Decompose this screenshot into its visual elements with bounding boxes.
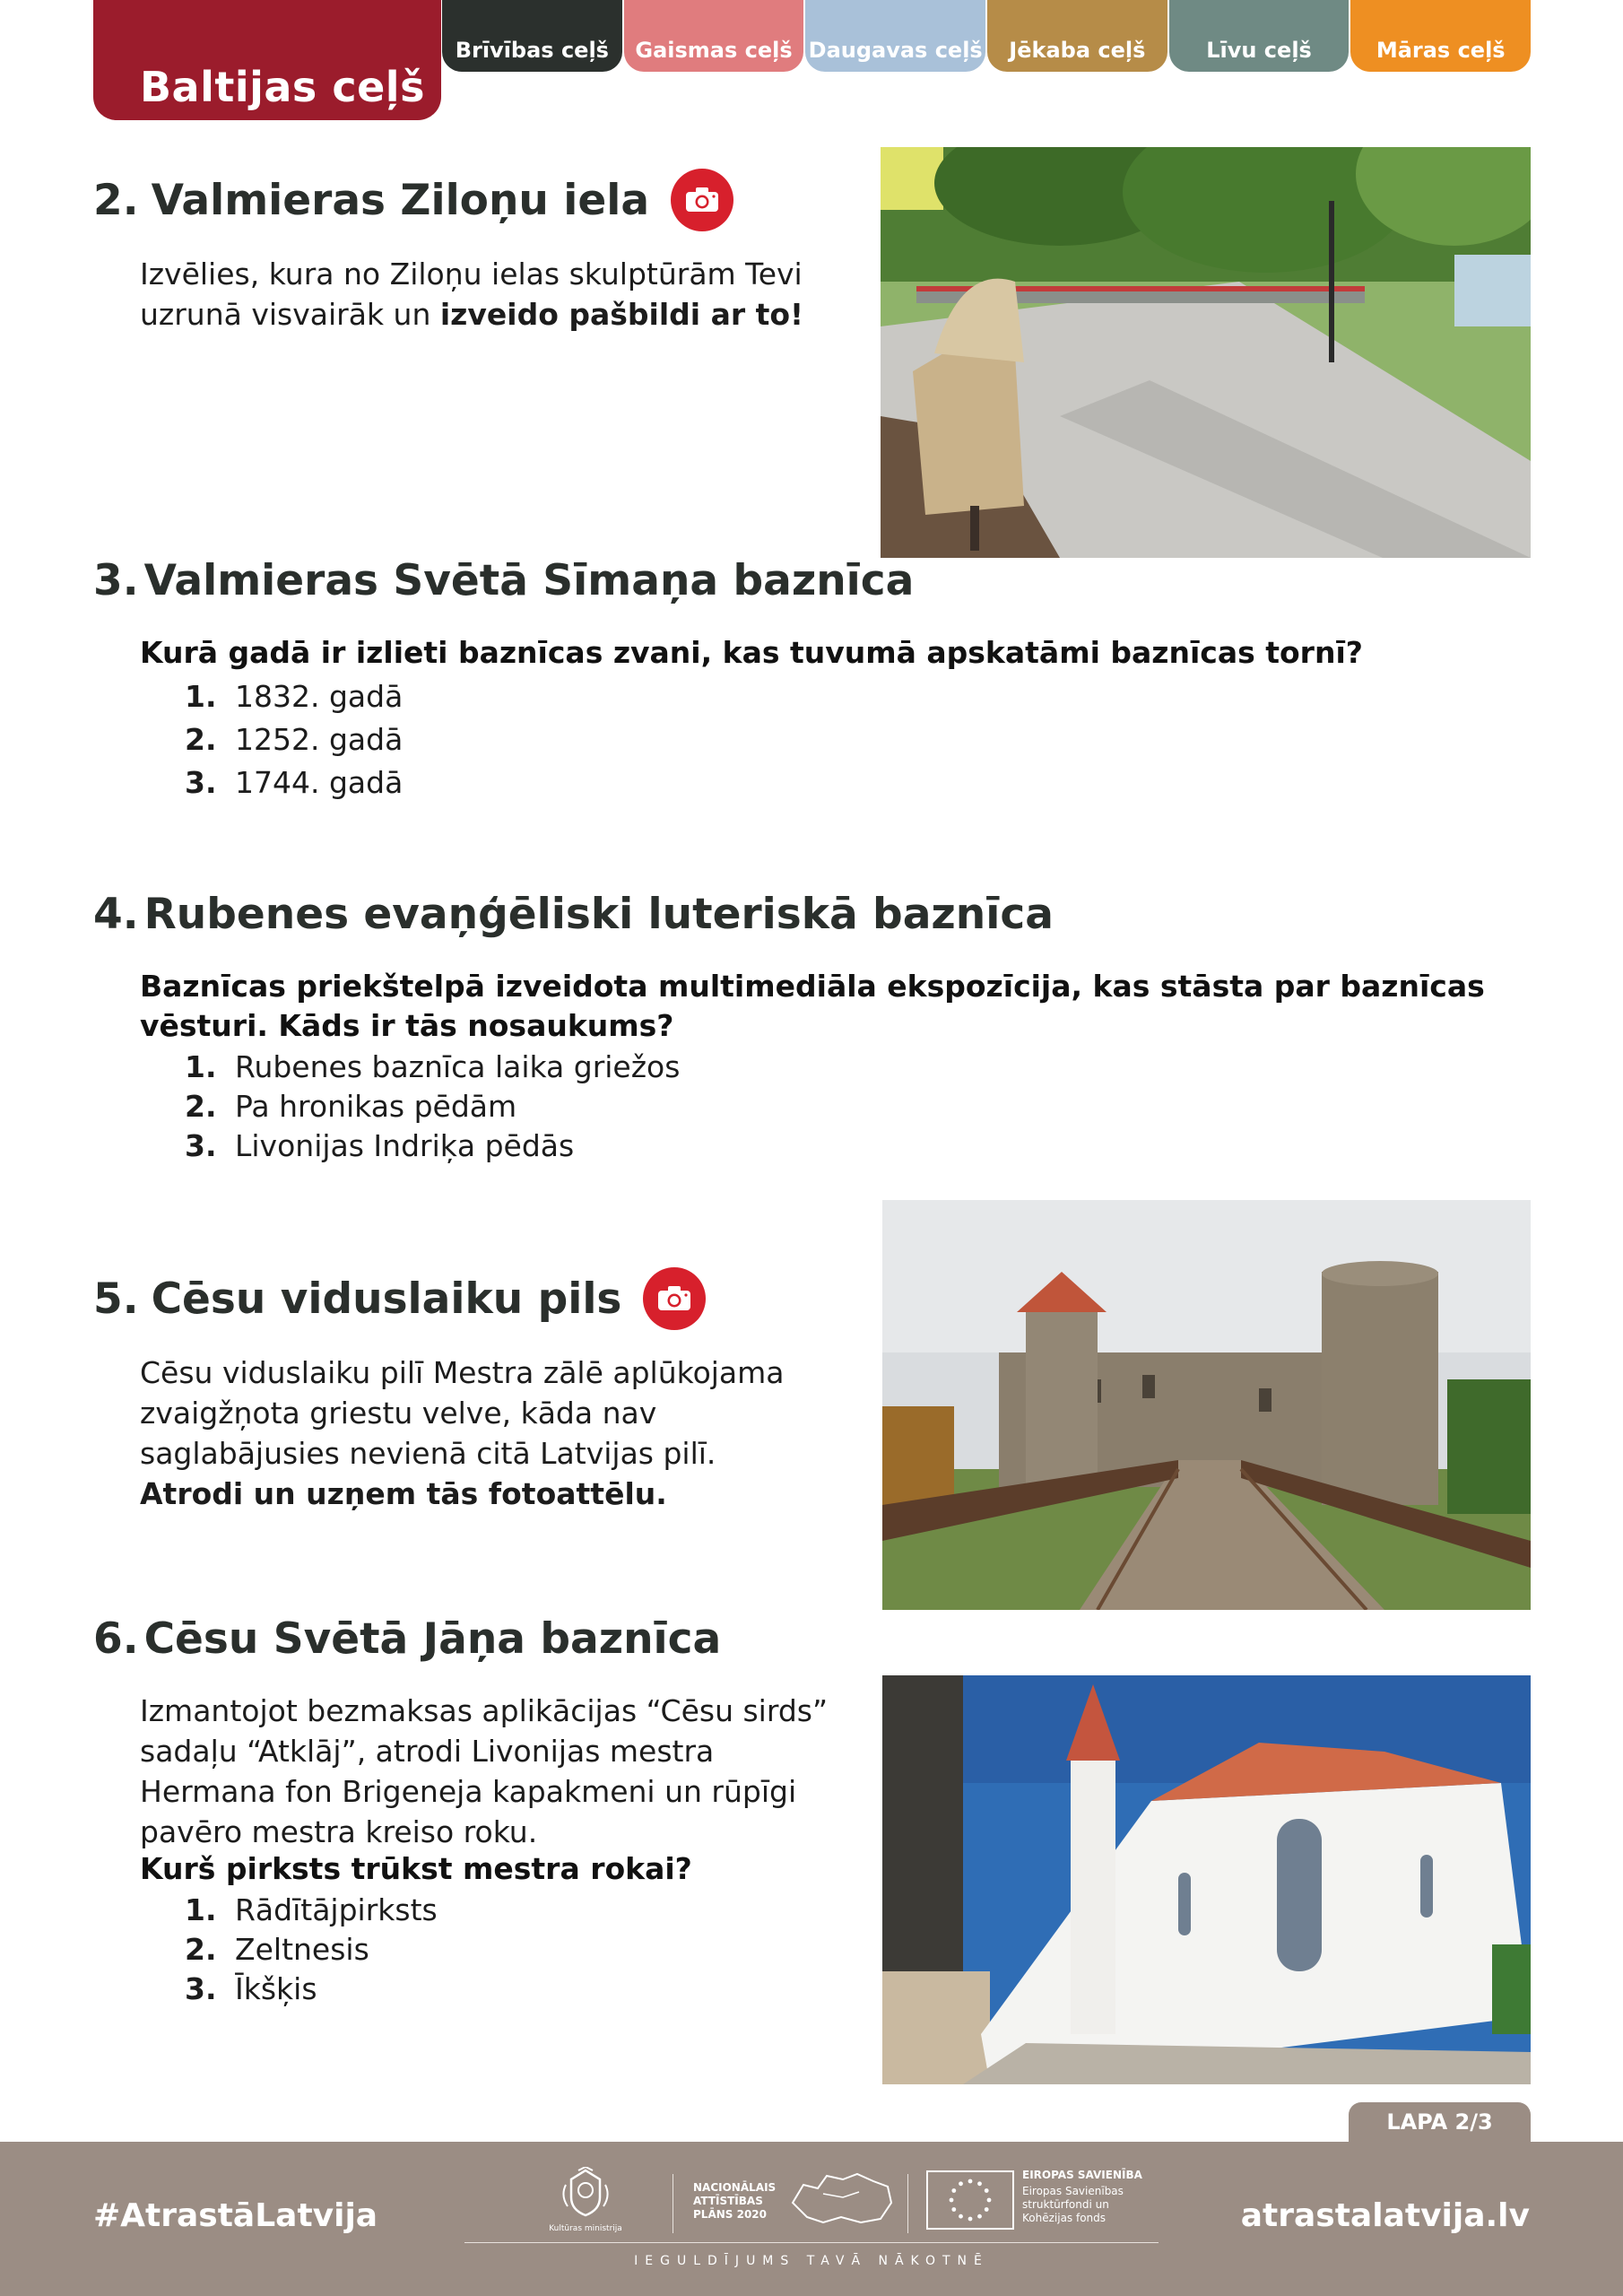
ministry-logo (536, 2167, 635, 2244)
tab-brivibas[interactable]: Brīvības ceļš (442, 0, 622, 72)
footer-logos (464, 2167, 1159, 2244)
section-5-title (93, 1267, 706, 1330)
section-4-question: Baznīcas priekštelpā izveidota multimediāla ekspozīcija, kas stāsta par baznīcas vēsturi. Kāds ir tās nosaukums? (140, 969, 1485, 1043)
tab-livu[interactable]: Līvu ceļš (1169, 0, 1350, 72)
list-item[interactable]: 2. 1252. gadā (185, 722, 404, 757)
section-3-heading: Valmieras Svētā Sīmaņa baznīca (143, 556, 915, 605)
list-item[interactable]: 2. Pa hronikas pēdām (185, 1089, 517, 1124)
ministry-caption: Kultūras ministrija (549, 2224, 622, 2233)
list-item[interactable]: 1. Rādītājpirksts (185, 1892, 438, 1927)
eu-flag-icon (926, 2170, 1014, 2230)
section-3-title (93, 556, 914, 605)
section-3-question: Kurā gadā ir izlieti baznīcas zvani, kas tuvumā apskatāmi baznīcas tornī? (140, 635, 1363, 670)
list-item[interactable]: 3. Īkšķis (185, 1971, 317, 2006)
section-3-number: 3. (93, 556, 139, 605)
list-item[interactable]: 3. Livonijas Indriķa pēdās (185, 1128, 575, 1163)
photo-cesis-castle (882, 1200, 1531, 1610)
footer (0, 2142, 1623, 2296)
tab-daugavas[interactable]: Daugavas ceļš (805, 0, 985, 72)
camera-icon (671, 169, 733, 231)
section-6-title (93, 1614, 721, 1664)
section-2-text-bold: izveido pašbildi ar to! (439, 297, 804, 332)
section-4-heading: Rubenes evaņģēliski luteriskā baznīca (143, 890, 1054, 939)
section-2-title (93, 169, 733, 231)
logo-divider (907, 2174, 908, 2233)
section-6-number: 6. (93, 1614, 139, 1664)
section-6-question: Kurš pirksts trūkst mestra rokai? (140, 1851, 692, 1886)
section-2-text-regular: Izvēlies, kura no Ziloņu ielas skulptūrām Tevi uzrunā visvairāk un (140, 257, 803, 332)
nap-logo-text: NACIONĀLAIS ATTĪSTĪBAS PLĀNS 2020 (693, 2181, 777, 2221)
section-6-options (185, 1891, 438, 2009)
section-3-options (185, 675, 403, 804)
list-item[interactable]: 1. Rubenes baznīca laika griežos (185, 1049, 681, 1084)
photo-cesis-church (882, 1675, 1531, 2084)
latvia-map-icon (787, 2167, 895, 2230)
section-2-text (140, 254, 821, 335)
section-4-title (93, 890, 1054, 939)
camera-icon (643, 1267, 706, 1330)
brand-tab: Baltijas ceļš (93, 0, 441, 120)
page-number-badge: LAPA 2/3 (1349, 2102, 1531, 2142)
section-5-number: 5. (93, 1274, 139, 1324)
list-item[interactable]: 3. 1744. gadā (185, 765, 404, 800)
photo-elephant-street (881, 147, 1531, 558)
list-item[interactable]: 1. 1832. gadā (185, 679, 404, 714)
section-2-number: 2. (93, 175, 139, 225)
eu-logo-text: EIROPAS SAVIENĪBA Eiropas Savienības struktūrfondi un Kohēzijas fonds (1022, 2169, 1142, 2224)
section-6-text: Izmantojot bezmaksas aplikācijas “Cēsu sirds” sadaļu “Atklāj”, atrodi Livonijas mestra Hermana fon Brigeneja kapakmeni un rūpīgi pavēro mestra kreiso roku. (140, 1693, 829, 1849)
footer-website-link[interactable]: atrastalatvija.lv (1240, 2197, 1530, 2234)
coat-of-arms-icon (559, 2167, 612, 2217)
tab-jekaba[interactable]: Jēkaba ceļš (987, 0, 1167, 72)
footer-hashtag[interactable]: #AtrastāLatvija (93, 2197, 378, 2234)
section-5-heading: Cēsu viduslaiku pils (151, 1274, 622, 1324)
section-4-number: 4. (93, 890, 139, 939)
section-5-text-regular: Cēsu viduslaiku pilī Mestra zālē aplūkojama zvaigžņota griestu velve, kāda nav saglabājusies nevienā citā Latvijas pilī. (140, 1355, 785, 1471)
route-tabs (442, 0, 1531, 72)
section-6-heading: Cēsu Svētā Jāņa baznīca (143, 1614, 722, 1664)
section-4-options (185, 1048, 680, 1166)
tab-maras[interactable]: Māras ceļš (1350, 0, 1531, 72)
footer-slogan: IEGULDĪJUMS TAVĀ NĀKOTNĒ (634, 2254, 989, 2268)
section-5-text-bold: Atrodi un uzņem tās fotoattēlu. (140, 1476, 667, 1511)
section-5-text (140, 1352, 848, 1514)
section-2-heading: Valmieras Ziloņu iela (151, 175, 650, 225)
tab-gaismas[interactable]: Gaismas ceļš (624, 0, 804, 72)
footer-divider (464, 2242, 1159, 2243)
list-item[interactable]: 2. Zeltnesis (185, 1932, 369, 1967)
